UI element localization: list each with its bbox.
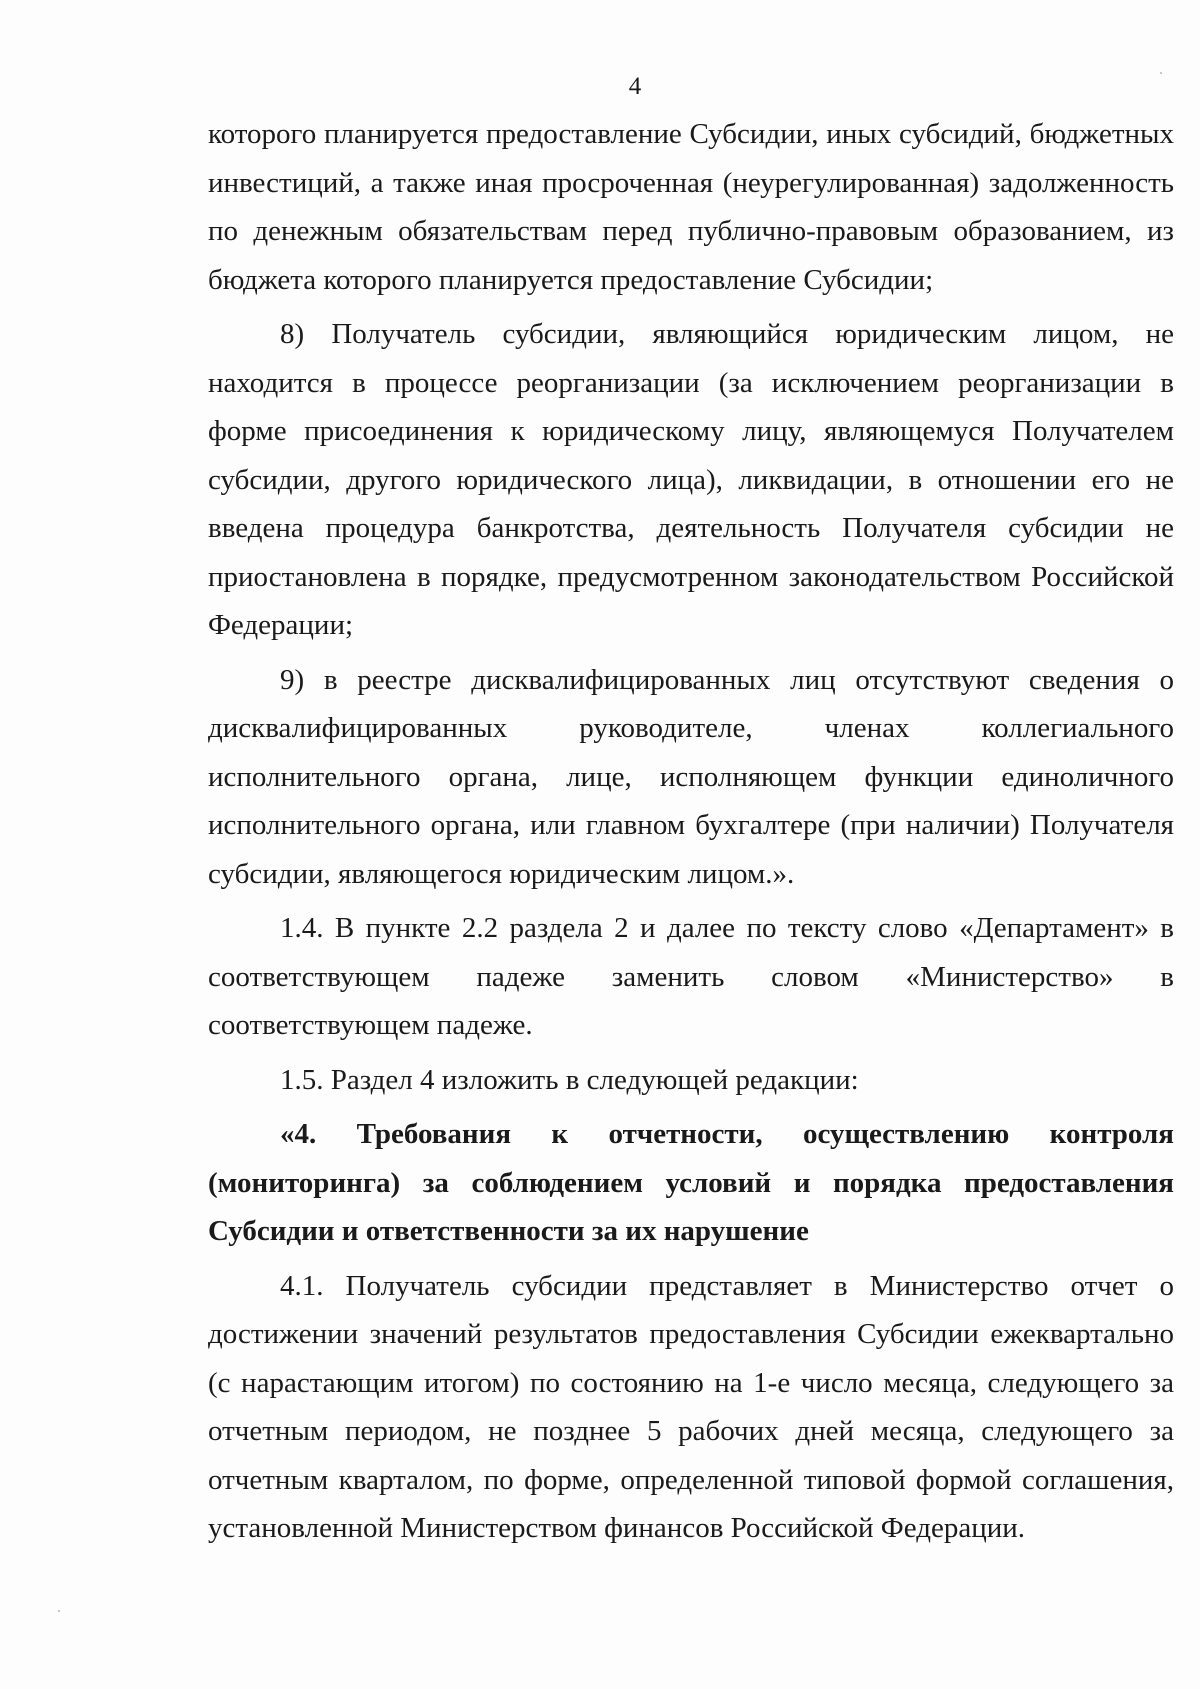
scan-speck bbox=[58, 1610, 60, 1612]
paragraph-1-5: 1.5. Раздел 4 изложить в следующей редакции: bbox=[280, 1063, 859, 1096]
section-4-heading: «4. Требования к отчетности, осуществлению контроля (мониторинга) за соблюдением условий и порядка предоставления Субсидии и ответственности за их нарушение bbox=[208, 1118, 1174, 1247]
paragraph-1-4: 1.4. В пункте 2.2 раздела 2 и далее по тексту слово «Департамент» в соответствующем падеже заменить словом «Министерство» в соответствующем падеже. bbox=[208, 912, 1174, 1041]
paragraph-debt-clause: которого планируется предоставление Субсидии, иных субсидий, бюджетных инвестиций, а также иная просроченная (неурегулированная) задолженность по денежным обязательствам перед публично-правовым образованием, из бюджета которого планируется предоставление Субсидии; bbox=[208, 118, 1174, 296]
paragraph-item-8: 8) Получатель субсидии, являющийся юридическим лицом, не находится в процессе реорганизации (за исключением реорганизации в форме присоединения к юридическому лицу, являющемуся Получателем субсидии, другого юридического лица), ликвидации, в отношении его не введена процедура банкротства, деятельность Получателя субсидии не приостановлена в порядке, предусмотренном законодательством Российской Федерации; bbox=[208, 318, 1174, 641]
scan-speck bbox=[1160, 72, 1162, 74]
paragraph-4-1: 4.1. Получатель субсидии представляет в Министерство отчет о достижении значений результатов предоставления Субсидии ежеквартально (с нарастающим итогом) по состоянию на 1-е число месяца, следующего за отчетным периодом, не позднее 5 рабочих дней месяца, следующего за отчетным кварталом, по форме, определенной типовой формой соглашения, установленной Министерством финансов Российской Федерации. bbox=[208, 1269, 1174, 1544]
page-number: 4 bbox=[628, 73, 642, 100]
document-body bbox=[208, 110, 1174, 1553]
paragraph-item-9: 9) в реестре дисквалифицированных лиц отсутствуют сведения о дисквалифицированных руководителе, членах коллегиального исполнительного органа, лице, исполняющем функции единоличного исполнительного органа, или главном бухгалтере (при наличии) Получателя субсидии, являющегося юридическим лицом.». bbox=[208, 663, 1174, 890]
